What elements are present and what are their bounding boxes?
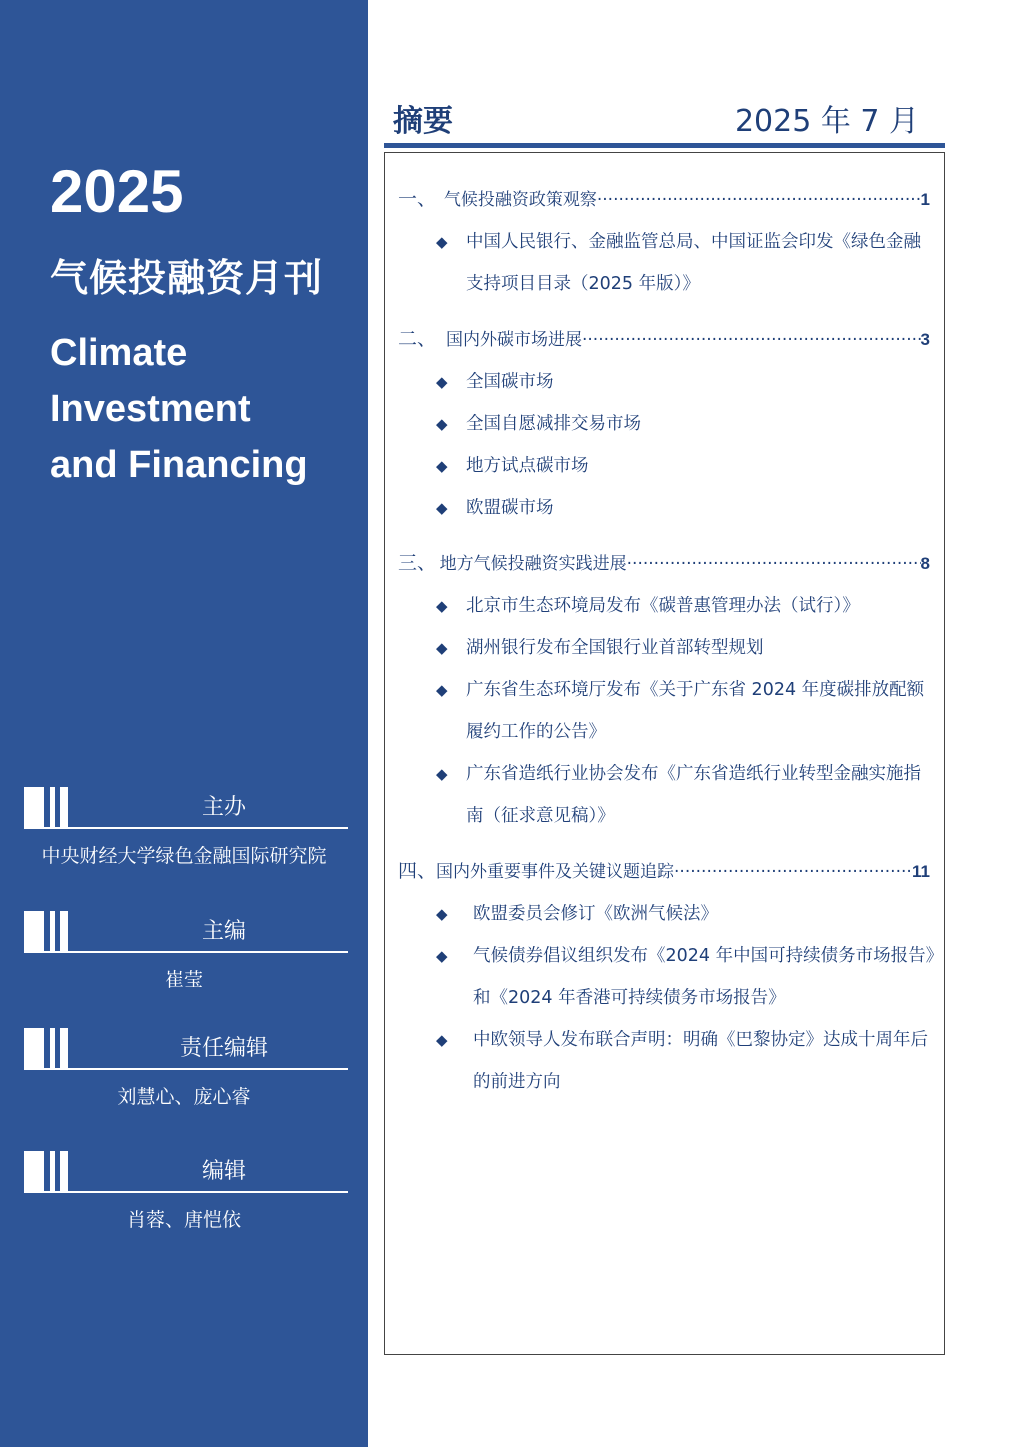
diamond-bullet-icon: ◆: [436, 947, 448, 965]
toc-item[interactable]: [436, 893, 936, 935]
toc-item[interactable]: [436, 669, 936, 753]
toc-page-number: 3: [920, 330, 930, 349]
toc-item[interactable]: [436, 935, 936, 1019]
bars-icon: [24, 787, 72, 827]
toc-section-title: 气候投融资政策观察: [443, 190, 597, 210]
diamond-bullet-icon: ◆: [436, 681, 448, 699]
diamond-bullet-icon: ◆: [436, 415, 448, 433]
toc-item[interactable]: [436, 445, 936, 487]
bars-icon: [24, 1151, 72, 1191]
toc-item[interactable]: [436, 753, 936, 837]
toc-item[interactable]: [436, 585, 936, 627]
credit-sponsor: [0, 787, 368, 868]
toc-section-number: 三、: [398, 552, 437, 574]
diamond-bullet-icon: ◆: [436, 373, 448, 391]
toc-section-number: 四、: [398, 860, 437, 882]
toc-page-number: 8: [920, 554, 930, 573]
toc-section[interactable]: [398, 184, 930, 211]
cover-title-en: [50, 325, 308, 493]
diamond-bullet-icon: ◆: [436, 597, 448, 615]
credit-responsible-editor: [0, 1028, 368, 1109]
divider: [24, 1068, 348, 1070]
diamond-bullet-icon: ◆: [436, 457, 448, 475]
toc-item[interactable]: [436, 487, 936, 529]
divider: [24, 1191, 348, 1193]
toc-section-title: 国内外碳市场进展: [445, 330, 582, 350]
toc-item[interactable]: [436, 361, 936, 403]
toc-item-text: 全国碳市场: [466, 372, 554, 392]
credit-value: 肖蓉、唐恺依: [126, 1209, 241, 1231]
toc-item-text: 北京市生态环境局发布《碳普惠管理办法（试行）》: [466, 596, 860, 616]
toc-leader-dots: [627, 554, 921, 574]
credit-value: 刘慧心、庞心睿: [117, 1086, 251, 1108]
diamond-bullet-icon: ◆: [436, 233, 448, 251]
cover-sidebar: [0, 0, 368, 1447]
toc-item-text: 欧盟委员会修订《欧洲气候法》: [473, 904, 718, 924]
diamond-bullet-icon: ◆: [436, 905, 448, 923]
toc-item-text: 中欧领导人发布联合声明：明确《巴黎协定》达成十周年后的前进方向: [473, 1030, 928, 1092]
toc-item[interactable]: [436, 1019, 936, 1103]
toc-leader-dots: [597, 190, 921, 210]
cover-year: 2025: [50, 158, 184, 225]
cover-title-en-line: Climate: [50, 332, 188, 374]
toc-page-number: 11: [912, 862, 930, 881]
toc-page-number: 1: [920, 190, 930, 209]
toc-item[interactable]: [436, 627, 936, 669]
toc-section-title: 国内外重要事件及关键议题追踪: [436, 862, 675, 882]
toc-item-text: 气候债券倡议组织发布《2024 年中国可持续债务市场报告》和《2024 年香港可持续债务市场报告》: [473, 946, 935, 1008]
toc-item-text: 湖州银行发布全国银行业首部转型规划: [466, 638, 764, 658]
toc-item[interactable]: [436, 221, 936, 305]
toc-item[interactable]: [436, 403, 936, 445]
divider: [24, 827, 348, 829]
toc-item-text: 地方试点碳市场: [466, 456, 589, 476]
toc-section[interactable]: [398, 548, 930, 575]
bars-icon: [24, 911, 72, 951]
credit-label: 主办: [201, 795, 246, 820]
credit-value: 崔莹: [164, 969, 203, 991]
credit-label: 责任编辑: [179, 1036, 268, 1061]
diamond-bullet-icon: ◆: [436, 765, 448, 783]
toc-item-text: 广东省造纸行业协会发布《广东省造纸行业转型金融实施指南（征求意见稿）》: [466, 764, 921, 826]
toc-section-title: 地方气候投融资实践进展: [439, 554, 627, 574]
cover-title-en-line: and Financing: [50, 444, 308, 486]
cover-title-en-line: Investment: [50, 388, 251, 430]
diamond-bullet-icon: ◆: [436, 1031, 448, 1049]
toc-section-number: 一、: [398, 188, 437, 210]
toc-item-text: 广东省生态环境厅发布《关于广东省 2024 年度碳排放配额履约工作的公告》: [466, 680, 925, 742]
issue-date: 2025 年 7 月: [734, 104, 919, 139]
diamond-bullet-icon: ◆: [436, 499, 448, 517]
toc-item-text: 中国人民银行、金融监管总局、中国证监会印发《绿色金融支持项目目录（2025 年版）》: [466, 232, 921, 294]
toc-item-text: 全国自愿减排交易市场: [466, 414, 641, 434]
toc-section[interactable]: [398, 856, 930, 883]
divider: [24, 951, 348, 953]
credit-editor: [0, 1151, 368, 1232]
toc-item-text: 欧盟碳市场: [466, 498, 554, 518]
credit-chief-editor: [0, 911, 368, 992]
header-rule: [384, 143, 945, 148]
toc-leader-dots: [674, 862, 912, 882]
bars-icon: [24, 1028, 72, 1068]
credit-label: 主编: [201, 919, 246, 944]
credit-label: 编辑: [201, 1159, 246, 1184]
toc-leader-dots: [582, 330, 921, 350]
abstract-heading: 摘要: [393, 104, 453, 139]
diamond-bullet-icon: ◆: [436, 639, 448, 657]
toc-section[interactable]: [398, 324, 930, 351]
toc-section-number: 二、: [398, 328, 437, 350]
cover-title-cn: 气候投融资月刊: [50, 256, 324, 300]
credit-value: 中央财经大学绿色金融国际研究院: [41, 845, 327, 867]
